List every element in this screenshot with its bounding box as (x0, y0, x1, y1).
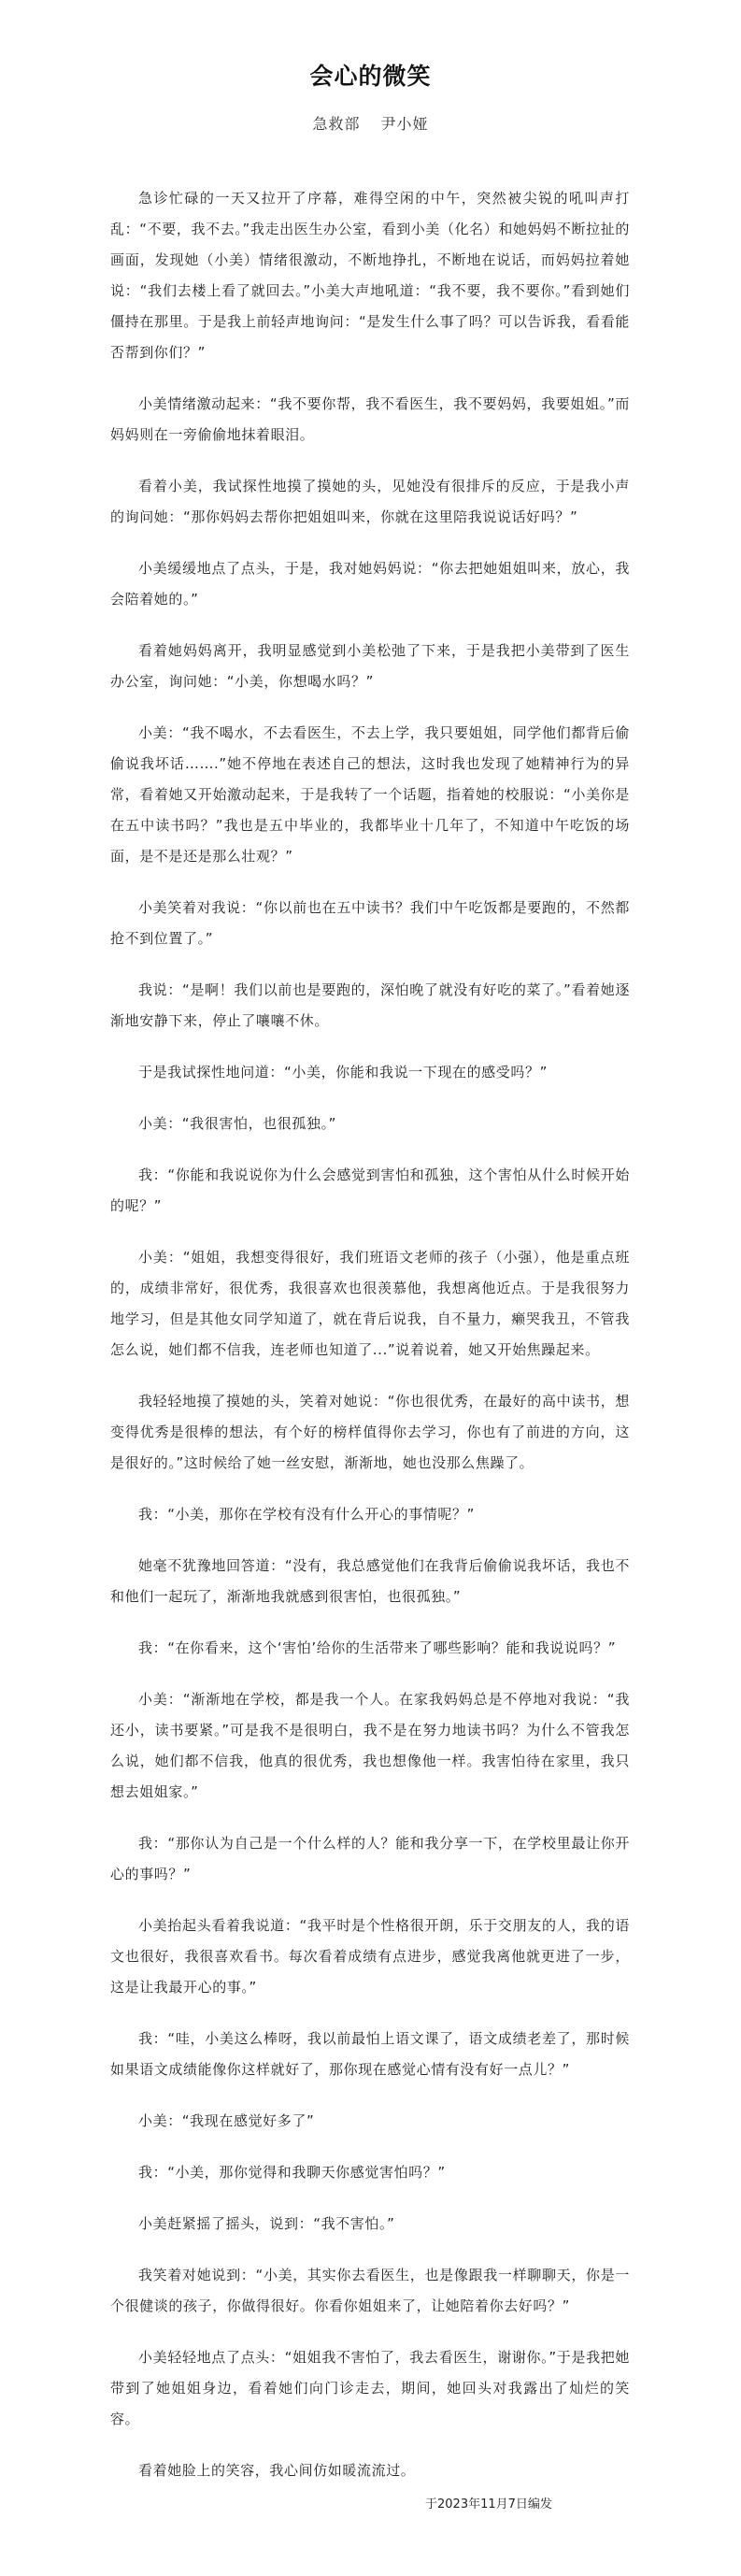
paragraph: 我：“小美，那你觉得和我聊天你感觉害怕吗？” (138, 2164, 446, 2181)
paragraph: 小美情绪激动起来：“我不要你帮，我不看医生，我不要妈妈，我要姐姐。”而妈妈则在一旁偷偷地抹着眼泪。 (110, 395, 630, 443)
paragraph: 我：“在你看来，这个‘害怕’给你的生活带来了哪些影响？能和我说说吗？” (138, 1639, 617, 1656)
paragraph: 小美赶紧摇了摇头，说到：“我不害怕。” (138, 2215, 395, 2232)
paragraph: 小美抬起头看着我说道：“我平时是个性格很开朗，乐于交朋友的人，我的语文也很好，我很喜欢看书。每次看着成绩有点进步，感觉我离他就更进了一步，这是让我最开心的事。” (110, 1917, 630, 1996)
paragraph: 我：“哇，小美这么棒呀，我以前最怕上语文课了，语文成绩老差了，那时候如果语文成绩能像你这样就好了，那你现在感觉心情有没有好一点儿？” (110, 2030, 630, 2078)
paragraph: 我：“小美，那你在学校有没有什么开心的事情呢？” (138, 1506, 475, 1523)
publish-date-note: 于2023年11月7日编发 (425, 2497, 552, 2512)
paragraph: 急诊忙碌的一天又拉开了序幕，难得空闲的中午，突然被尖锐的吼叫声打乱：“不要，我不去。”我走出医生办公室，看到小美（化名）和她妈妈不断拉扯的画面，发现她（小美）情绪很激动，不断地挣扎，不断地在说话，而妈妈拉着她说：“我们去楼上看了就回去。”小美大声地吼道：“我不要，我不要你。”看到她们僵持在那里。于是我上前轻声地询问：“是发生什么事了吗？可以告诉我，看看能否帮到你们？” (110, 190, 630, 361)
article-body (110, 183, 630, 2507)
paragraph: 我笑着对她说到：“小美，其实你去看医生，也是像跟我一样聊聊天，你是一个很健谈的孩子，你做得很好。你看你姐姐来了，让她陪着你去好吗？” (110, 2267, 630, 2314)
paragraph: 于是我试探性地问道：“小美，你能和我说一下现在的感受吗？” (138, 1064, 548, 1080)
paragraph: 我：“那你认为自己是一个什么样的人？能和我分享一下，在学校里最让你开心的事吗？” (110, 1835, 630, 1882)
paragraph: 小美轻轻地点了点头：“姐姐我不害怕了，我去看医生，谢谢你。”于是我把她带到了她姐姐身边，看着她们向门诊走去，期间，她回头对我露出了灿烂的笑容。 (110, 2349, 630, 2427)
paragraph: 小美笑着对我说：“你以前也在五中读书？我们中午吃饭都是要跑的，不然都抢不到位置了。” (110, 899, 630, 947)
paragraph: 看着小美，我试探性地摸了摸她的头，见她没有很排斥的反应，于是我小声的询问她：“那你妈妈去帮你把姐姐叫来，你就在这里陪我说说话好吗？” (110, 478, 630, 525)
byline (0, 112, 741, 134)
paragraph: 小美：“我很害怕，也很孤独。” (138, 1115, 337, 1132)
paragraph: 看着她脸上的笑容，我心间仿如暖流流过。 (138, 2462, 416, 2479)
paragraph: 我说：“是啊！我们以前也是要跑的，深怕晚了就没有好吃的菜了。”看着她逐渐地安静下来，停止了嚷嚷不休。 (110, 981, 630, 1029)
author-name: 尹小娅 (380, 115, 429, 133)
department-name: 急救部 (312, 115, 361, 133)
paragraph: 她毫不犹豫地回答道：“没有，我总感觉他们在我背后偷偷说我坏话，我也不和他们一起玩了，渐渐地我就感到很害怕，也很孤独。” (110, 1557, 630, 1605)
paragraph: 小美：“姐姐，我想变得很好，我们班语文老师的孩子（小强），他是重点班的，成绩非常好，很优秀，我很喜欢也很羡慕他，我想离他近点。于是我很努力地学习，但是其他女同学知道了，就在背后说我，自不量力，癞哭我丑，不管我怎么说，她们都不信我，连老师也知道了...”说着说着，她又开始焦躁起来。 (110, 1249, 630, 1358)
paragraph: 我轻轻地摸了摸她的头，笑着对她说：“你也很优秀，在最好的高中读书，想变得优秀是很棒的想法，有个好的榜样值得你去学习，你也有了前进的方向，这是很好的。”这时候给了她一丝安慰，渐渐地，她也没那么焦躁了。 (110, 1393, 630, 1471)
paragraph: 小美：“我现在感觉好多了” (138, 2112, 315, 2129)
paragraph: 小美缓缓地点了点头，于是，我对她妈妈说：“你去把她姐姐叫来，放心，我会陪着她的。” (110, 560, 630, 608)
paragraph: 看着她妈妈离开，我明显感觉到小美松弛了下来，于是我把小美带到了医生办公室，询问她：“小美，你想喝水吗？” (110, 642, 630, 690)
paragraph: 我：“你能和我说说你为什么会感觉到害怕和孤独，这个害怕从什么时候开始的呢？” (110, 1166, 630, 1214)
paragraph: 小美：“渐渐地在学校，都是我一个人。在家我妈妈总是不停地对我说：“我还小，读书要紧。”可是我不是很明白，我不是在努力地读书吗？为什么不管我怎么说，她们都不信我，他真的很优秀，我也想像他一样。我害怕待在家里，我只想去姐姐家。” (110, 1691, 630, 1800)
article-title: 会心的微笑 (309, 63, 432, 90)
paragraph: 小美：“我不喝水，不去看医生，不去上学，我只要姐姐，同学他们都背后偷偷说我坏话…….”她不停地在表述自己的想法，这时我也发现了她精神行为的异常，看着她又开始激动起来，于是我转了一个话题，指着她的校服说：“小美你是在五中读书吗？”我也是五中毕业的，我都毕业十几年了，不知道中午吃饭的场面，是不是还是那么壮观？” (110, 724, 630, 865)
